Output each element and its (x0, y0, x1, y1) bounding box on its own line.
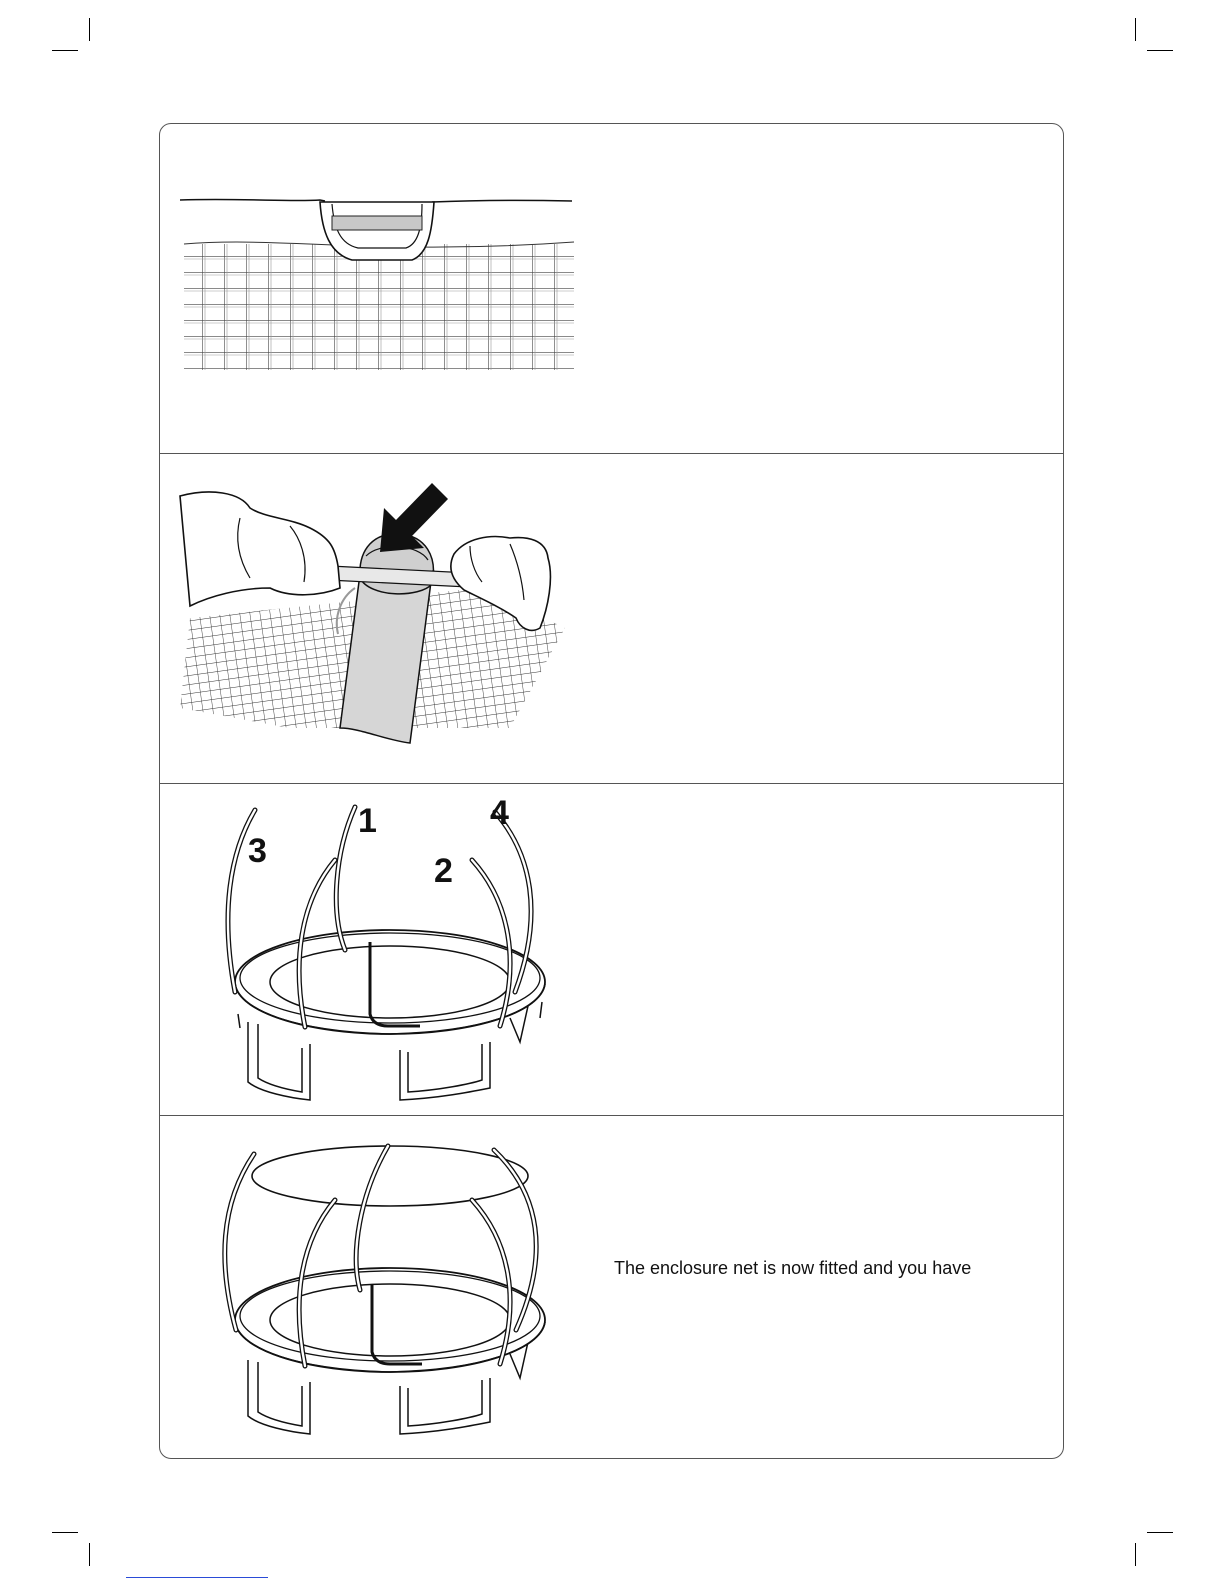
pole-number-3: 3 (248, 832, 267, 870)
footer-link-underline (126, 1577, 268, 1578)
crop-mark-bottom-left-horizontal (52, 1532, 78, 1533)
crop-mark-bottom-left-vertical (89, 1543, 90, 1566)
pole-insertion-illustration (210, 792, 570, 1110)
crop-mark-bottom-right-vertical (1135, 1543, 1136, 1566)
step-panel-complete (160, 1116, 1063, 1459)
pole-number-1: 1 (358, 802, 377, 840)
completed-enclosure-illustration (210, 1134, 570, 1452)
pole-number-2: 2 (434, 852, 453, 890)
down-left-arrow-icon (380, 483, 448, 552)
crop-mark-top-left-horizontal (52, 50, 78, 51)
pole-number-4: 4 (490, 794, 509, 832)
step-panel-insert-poles (160, 784, 1063, 1116)
step-text-complete: The enclosure net is now fitted and you have (614, 1258, 972, 1278)
step-panel-pole-cap (160, 454, 1063, 784)
step-panel-sleeve (160, 124, 1063, 454)
instruction-frame (159, 123, 1064, 1459)
net-sleeve-illustration (180, 192, 580, 382)
pole-cap-illustration (170, 478, 590, 758)
crop-mark-top-right-vertical (1135, 18, 1136, 41)
crop-mark-bottom-right-horizontal (1147, 1532, 1173, 1533)
crop-mark-top-right-horizontal (1147, 50, 1173, 51)
crop-mark-top-left-vertical (89, 18, 90, 41)
